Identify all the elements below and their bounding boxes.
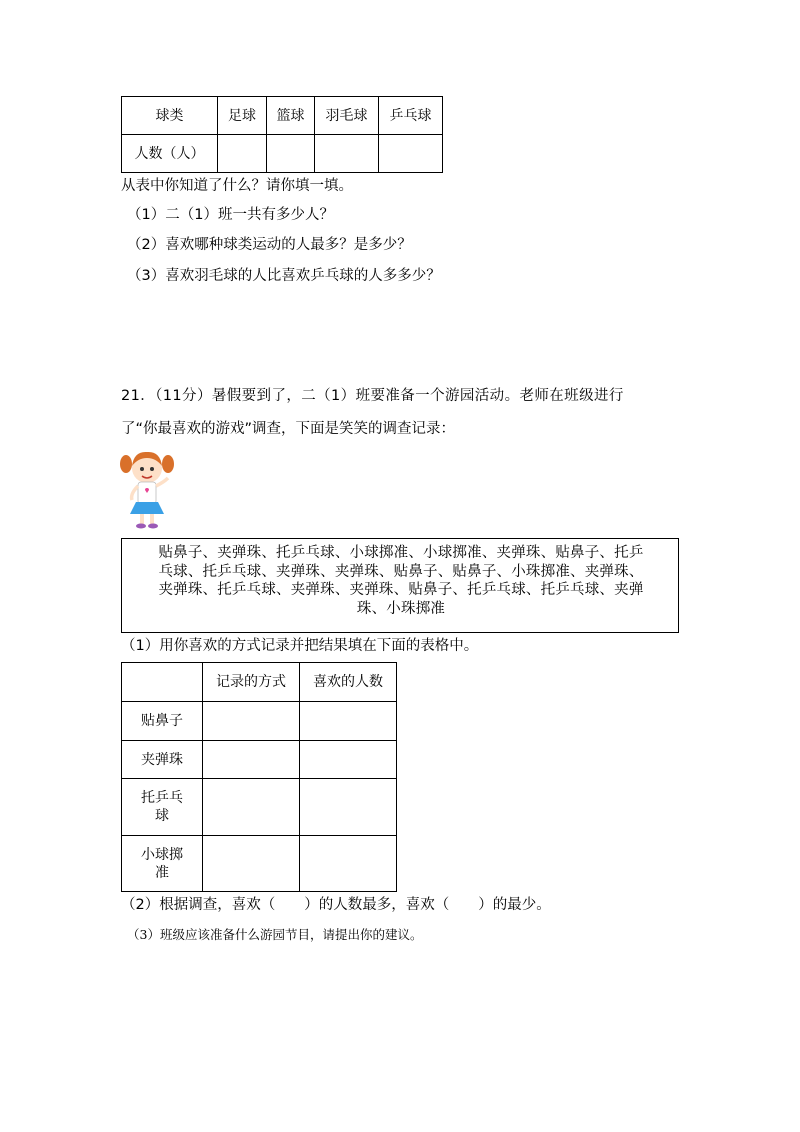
table-header-cell: 记录的方式 (203, 663, 300, 702)
survey-line: 贴鼻子、夹弹珠、托乒乓球、小球掷准、小球掷准、夹弹珠、贴鼻子、托乒 (158, 545, 644, 561)
answer-cell[interactable] (203, 741, 300, 779)
question-1-1: （1）二（1）班一共有多少人？ (127, 207, 334, 223)
question-1-3: （3）喜欢羽毛球的人比喜欢乒乓球的人多多少？ (127, 268, 441, 284)
row-label-line: 托乒乓 (141, 790, 183, 806)
table-row (122, 97, 443, 135)
answer-cell[interactable] (300, 836, 397, 892)
answer-cell[interactable] (267, 135, 315, 173)
row-label-line: 小球掷 (141, 846, 183, 863)
problem-21-line-2: 了“你最喜欢的游戏”调查，下面是笑笑的调查记录： (121, 421, 456, 437)
answer-cell[interactable] (203, 702, 300, 741)
answer-cell[interactable] (379, 135, 443, 173)
table-row (122, 741, 397, 779)
intro-text: 从表中你知道了什么？请你填一填。 (121, 178, 353, 194)
survey-record-box (121, 538, 679, 633)
table-row (122, 663, 397, 702)
row-label-cell (122, 779, 203, 836)
question-21-3: （3）班级应该准备什么游园节目，请提出你的建议。 (127, 927, 423, 942)
question-21-2: （2）根据调查，喜欢（ ）的人数最多，喜欢（ ）的最少。 (121, 897, 551, 913)
answer-cell[interactable] (218, 135, 267, 173)
table-header-cell: 乒乓球 (379, 97, 443, 135)
answer-cell[interactable] (315, 135, 379, 173)
table-header-cell: 喜欢的人数 (300, 663, 397, 702)
problem-21-line-1: 21．（11分）暑假要到了，二（1）班要准备一个游园活动。老师在班级进行 (121, 388, 624, 404)
table-header-cell: 球类 (122, 97, 218, 135)
survey-line: 夹弹珠、托乒乓球、夹弹珠、夹弹珠、贴鼻子、托乒乓球、托乒乓球、夹弹 (158, 582, 644, 598)
table-header-cell: 羽毛球 (315, 97, 379, 135)
row-label-cell: 夹弹珠 (122, 741, 203, 779)
table-header-cell: 足球 (218, 97, 267, 135)
question-21-1: （1）用你喜欢的方式记录并把结果填在下面的表格中。 (121, 638, 479, 654)
game-record-table (121, 662, 397, 892)
table-row (122, 836, 397, 892)
row-label-cell: 贴鼻子 (122, 702, 203, 741)
ball-sports-table (121, 96, 443, 173)
table-row (122, 702, 397, 741)
girl-illustration (118, 446, 176, 530)
row-label-cell (122, 836, 203, 892)
survey-line: 珠、小珠掷准 (356, 600, 446, 617)
row-label-cell: 人数（人） (122, 135, 218, 173)
answer-cell[interactable] (300, 702, 397, 741)
row-label-line: 准 (155, 864, 169, 881)
row-label-line: 球 (155, 808, 169, 824)
question-1-2: （2）喜欢哪种球类运动的人最多？是多少？ (127, 237, 412, 253)
table-row (122, 135, 443, 173)
answer-cell[interactable] (203, 836, 300, 892)
answer-cell[interactable] (300, 741, 397, 779)
table-header-cell (122, 663, 203, 702)
survey-line: 乓球、托乒乓球、夹弹珠、夹弹珠、贴鼻子、贴鼻子、小珠掷准、夹弹珠、 (158, 563, 644, 580)
table-row (122, 779, 397, 836)
table-header-cell: 篮球 (267, 97, 315, 135)
answer-cell[interactable] (203, 779, 300, 836)
answer-cell[interactable] (300, 779, 397, 836)
